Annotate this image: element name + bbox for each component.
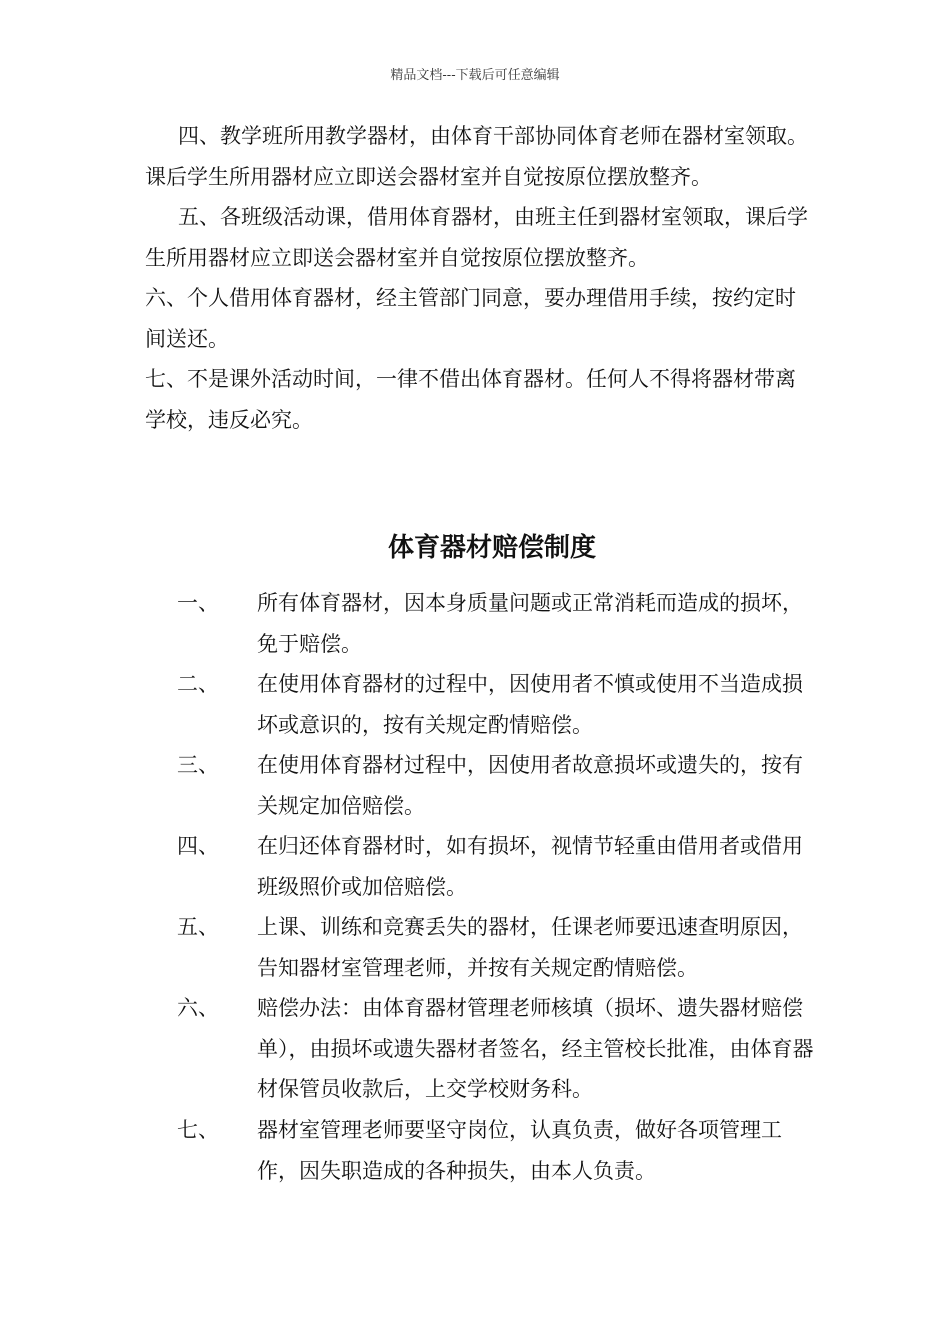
rule-text: 在使用体育器材的过程中，因使用者不慎或使用不当造成损坏或意识的，按有关规定酌情赔偿。 xyxy=(257,672,803,737)
rule-text: 上课、训练和竞赛丢失的器材，任课老师要迅速查明原因，告知器材室管理老师，并按有关规定酌情赔偿。 xyxy=(257,915,803,980)
paragraph-4: 四、教学班所用教学器材，由体育干部协同体育老师在器材室领取。课后学生所用器材应立即送会器材室并自觉按原位摆放整齐。 xyxy=(145,124,808,189)
rule-item xyxy=(177,826,817,907)
rule-number: 三、 xyxy=(177,753,219,777)
rule-number: 二、 xyxy=(177,672,219,696)
paragraph-5: 五、各班级活动课，借用体育器材，由班主任到器材室领取，课后学生所用器材应立即送会器材室并自觉按原位摆放整齐。 xyxy=(145,205,808,270)
rule-item xyxy=(177,745,817,826)
rule-item xyxy=(177,907,817,988)
rule-text: 赔偿办法：由体育器材管理老师核填（损坏、遗失器材赔偿单），由损坏或遗失器材者签名，经主管校长批准，由体育器材保管员收款后，上交学校财务科。 xyxy=(257,996,814,1101)
section-title: 体育器材赔偿制度 xyxy=(387,533,596,563)
rule-number: 四、 xyxy=(177,834,219,858)
rule-text: 所有体育器材，因本身质量问题或正常消耗而造成的损坏，免于赔偿。 xyxy=(257,591,803,656)
rule-text: 在归还体育器材时，如有损坏，视情节轻重由借用者或借用班级照价或加倍赔偿。 xyxy=(257,834,803,899)
rule-item xyxy=(177,988,817,1110)
rule-item xyxy=(177,583,817,664)
rule-number: 六、 xyxy=(177,996,219,1020)
rule-text: 在使用体育器材过程中，因使用者故意损坏或遗失的，按有关规定加倍赔偿。 xyxy=(257,753,803,818)
rule-number: 七、 xyxy=(177,1118,219,1142)
paragraph-7: 七、不是课外活动时间，一律不借出体育器材。任何人不得将器材带离学校，违反必究。 xyxy=(145,367,796,432)
rule-item xyxy=(177,664,817,745)
paragraph-6: 六、个人借用体育器材，经主管部门同意，要办理借用手续，按约定时间送还。 xyxy=(145,286,796,351)
page-header: 精品文档---下载后可任意编辑 xyxy=(390,68,560,83)
rule-number: 一、 xyxy=(177,591,219,615)
rule-text: 器材室管理老师要坚守岗位，认真负责，做好各项管理工作，因失职造成的各种损失，由本人负责。 xyxy=(257,1118,782,1183)
rule-item xyxy=(177,1110,817,1191)
rule-number: 五、 xyxy=(177,915,219,939)
